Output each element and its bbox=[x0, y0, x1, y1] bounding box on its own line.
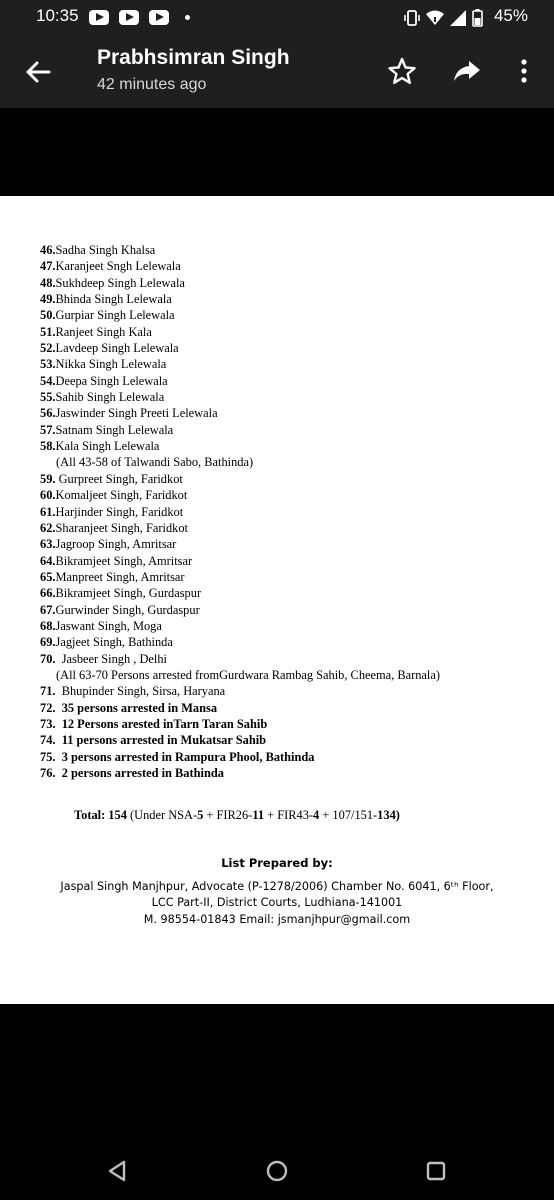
list-item-number: 55. bbox=[40, 390, 56, 405]
sender-name: Prabhsimran Singh bbox=[97, 46, 290, 69]
list-item bbox=[40, 356, 440, 372]
list-item-number: 75. bbox=[40, 749, 56, 764]
list-item bbox=[40, 651, 440, 667]
list-item-text: 3 persons arrested in Rampura Phool, Bathinda bbox=[55, 749, 315, 764]
star-icon[interactable] bbox=[387, 56, 417, 86]
signal-icon bbox=[449, 9, 467, 27]
list-item-number: 67. bbox=[40, 602, 56, 617]
list-item-text: (All 63-70 Persons arrested fromGurdwara Rambag Sahib, Cheema, Barnala) bbox=[56, 667, 440, 682]
list-item-number: 49. bbox=[40, 292, 56, 307]
list-item-number: 59. bbox=[40, 471, 56, 486]
list-item bbox=[40, 438, 440, 454]
list-item bbox=[40, 765, 440, 781]
list-note bbox=[40, 454, 440, 470]
list-item bbox=[40, 700, 440, 716]
list-item-text: Lavdeep Singh Lelewala bbox=[55, 341, 179, 356]
list-item-text: 11 persons arrested in Mukatsar Sahib bbox=[55, 733, 267, 748]
list-item-text: Karanjeet Sngh Lelewala bbox=[55, 259, 181, 274]
list-item-text: Gurpreet Singh, Faridkot bbox=[55, 471, 183, 486]
system-nav-bar bbox=[0, 1150, 554, 1200]
list-item bbox=[40, 471, 440, 487]
list-item-number: 52. bbox=[40, 341, 56, 356]
list-item-text: Gurwinder Singh, Gurdaspur bbox=[55, 602, 200, 617]
list-item bbox=[40, 536, 440, 552]
list-item-number: 66. bbox=[40, 586, 56, 601]
list-item-text: Jaswant Singh, Moga bbox=[55, 618, 162, 633]
list-item-number: 61. bbox=[40, 504, 56, 519]
list-item-text: Komaljeet Singh, Faridkot bbox=[55, 488, 188, 503]
list-item-number: 53. bbox=[40, 357, 56, 372]
list-item-text: Ranjeet Singh Kala bbox=[55, 324, 152, 339]
battery-percent: 45% bbox=[493, 6, 528, 25]
back-triangle-icon[interactable] bbox=[104, 1158, 130, 1184]
timestamp: 42 minutes ago bbox=[97, 76, 207, 93]
list-item-number: 69. bbox=[40, 635, 56, 650]
list-item-number: 76. bbox=[40, 766, 56, 780]
list-item-text: Bikramjeet Singh, Amritsar bbox=[55, 553, 193, 568]
recents-square-icon[interactable] bbox=[423, 1158, 449, 1184]
list-item-number: 72. bbox=[40, 700, 56, 715]
list-item-text: Sharanjeet Singh, Faridkot bbox=[55, 520, 188, 535]
list-item-text: 2 persons arrested in Bathinda bbox=[55, 766, 224, 780]
list-item-text: Jasbeer Singh , Delhi bbox=[55, 651, 167, 666]
list-item-text: Satnam Singh Lelewala bbox=[55, 422, 174, 437]
list-item bbox=[40, 602, 440, 618]
list-item-text: Jaswinder Singh Preeti Lelewala bbox=[55, 406, 218, 421]
list-item-number: 73. bbox=[40, 716, 56, 731]
list-item-number: 57. bbox=[40, 422, 56, 437]
list-item bbox=[40, 258, 440, 274]
prepared-by-line: Jaspal Singh Manjhpur, Advocate (P-1278/2006) Chamber No. 6041, 6ᵗʰ Floor, bbox=[60, 880, 494, 893]
list-item-text: Sadha Singh Khalsa bbox=[55, 243, 156, 257]
list-item bbox=[40, 373, 440, 389]
list-item-number: 62. bbox=[40, 520, 56, 535]
list-item-text: Manpreet Singh, Amritsar bbox=[55, 569, 185, 584]
list-item-text: 35 persons arrested in Mansa bbox=[55, 700, 218, 715]
list-item bbox=[40, 520, 440, 536]
list-item bbox=[40, 405, 440, 421]
list-item-text: Jagjeet Singh, Bathinda bbox=[55, 635, 173, 650]
arrest-list bbox=[40, 242, 440, 781]
list-item-text: Kala Singh Lelewala bbox=[55, 439, 160, 454]
list-item-number: 68. bbox=[40, 618, 56, 633]
dot-icon bbox=[185, 15, 190, 20]
list-item bbox=[40, 683, 440, 699]
list-item-number: 74. bbox=[40, 733, 56, 748]
list-item bbox=[40, 422, 440, 438]
list-item bbox=[40, 504, 440, 520]
list-item bbox=[40, 389, 440, 405]
list-item-text: Harjinder Singh, Faridkot bbox=[55, 504, 184, 519]
list-item-number: 47. bbox=[40, 259, 56, 274]
list-item bbox=[40, 716, 440, 732]
status-bar bbox=[0, 0, 554, 36]
list-item bbox=[40, 553, 440, 569]
list-item-number: 46. bbox=[40, 243, 56, 257]
document-page bbox=[0, 196, 554, 1004]
youtube-icon bbox=[89, 10, 109, 25]
list-item bbox=[40, 618, 440, 634]
prepared-by-line: LCC Part-II, District Courts, Ludhiana-141001 bbox=[151, 896, 403, 909]
list-item-text: Sukhdeep Singh Lelewala bbox=[55, 275, 185, 290]
list-item-text: Deepa Singh Lelewala bbox=[55, 373, 168, 388]
list-item bbox=[40, 291, 440, 307]
list-item-number: 50. bbox=[40, 308, 56, 323]
list-item-text: Gurpiar Singh Lelewala bbox=[55, 308, 175, 323]
list-item bbox=[40, 569, 440, 585]
list-item bbox=[40, 585, 440, 601]
vibrate-icon bbox=[403, 9, 421, 27]
list-item-text: (All 43-58 of Talwandi Sabo, Bathinda) bbox=[56, 455, 254, 470]
share-icon[interactable] bbox=[452, 56, 482, 86]
list-item-text: Sahib Singh Lelewala bbox=[55, 390, 165, 405]
back-arrow-icon[interactable] bbox=[22, 56, 54, 88]
list-item-number: 70. bbox=[40, 651, 56, 666]
list-item bbox=[40, 487, 440, 503]
list-item bbox=[40, 275, 440, 291]
list-item-number: 58. bbox=[40, 439, 56, 454]
list-item bbox=[40, 634, 440, 650]
list-item bbox=[40, 307, 440, 323]
youtube-icon bbox=[119, 10, 139, 25]
home-circle-icon[interactable] bbox=[264, 1158, 290, 1184]
list-item-number: 60. bbox=[40, 488, 56, 503]
list-item-number: 71. bbox=[40, 684, 56, 699]
list-item-text: Nikka Singh Lelewala bbox=[55, 357, 167, 372]
list-item-text: Bhupinder Singh, Sirsa, Haryana bbox=[55, 684, 226, 699]
more-vert-icon[interactable] bbox=[509, 56, 539, 86]
youtube-icon bbox=[149, 10, 169, 25]
image-viewer[interactable] bbox=[0, 108, 554, 1150]
list-note bbox=[40, 667, 440, 683]
list-item-text: Jagroop Singh, Amritsar bbox=[55, 537, 177, 552]
list-item bbox=[40, 732, 440, 748]
battery-icon bbox=[472, 9, 483, 27]
prepared-by-heading: List Prepared by: bbox=[221, 856, 333, 870]
list-item bbox=[40, 324, 440, 340]
list-item-number: 51. bbox=[40, 324, 56, 339]
list-item-number: 48. bbox=[40, 275, 56, 290]
list-item-number: 65. bbox=[40, 569, 56, 584]
total-line: Total: 154 (Under NSA-5 + FIR26-11 + FIR43-4 + 107/151-134) bbox=[74, 808, 400, 822]
list-item-number: 63. bbox=[40, 537, 56, 552]
list-item bbox=[40, 749, 440, 765]
list-item-text: Bhinda Singh Lelewala bbox=[55, 292, 172, 307]
status-time: 10:35 bbox=[36, 6, 79, 25]
contact-line: M. 98554-01843 Email: jsmanjhpur@gmail.com bbox=[143, 913, 411, 926]
app-bar bbox=[0, 36, 554, 108]
list-item-number: 54. bbox=[40, 373, 56, 388]
list-item bbox=[40, 340, 440, 356]
list-item-text: Bikramjeet Singh, Gurdaspur bbox=[55, 586, 202, 601]
list-item-number: 56. bbox=[40, 406, 56, 421]
list-item-number: 64. bbox=[40, 553, 56, 568]
list-item-text: 12 Persons arested inTarn Taran Sahib bbox=[55, 716, 268, 731]
list-item bbox=[40, 242, 440, 258]
wifi-icon bbox=[425, 9, 445, 27]
